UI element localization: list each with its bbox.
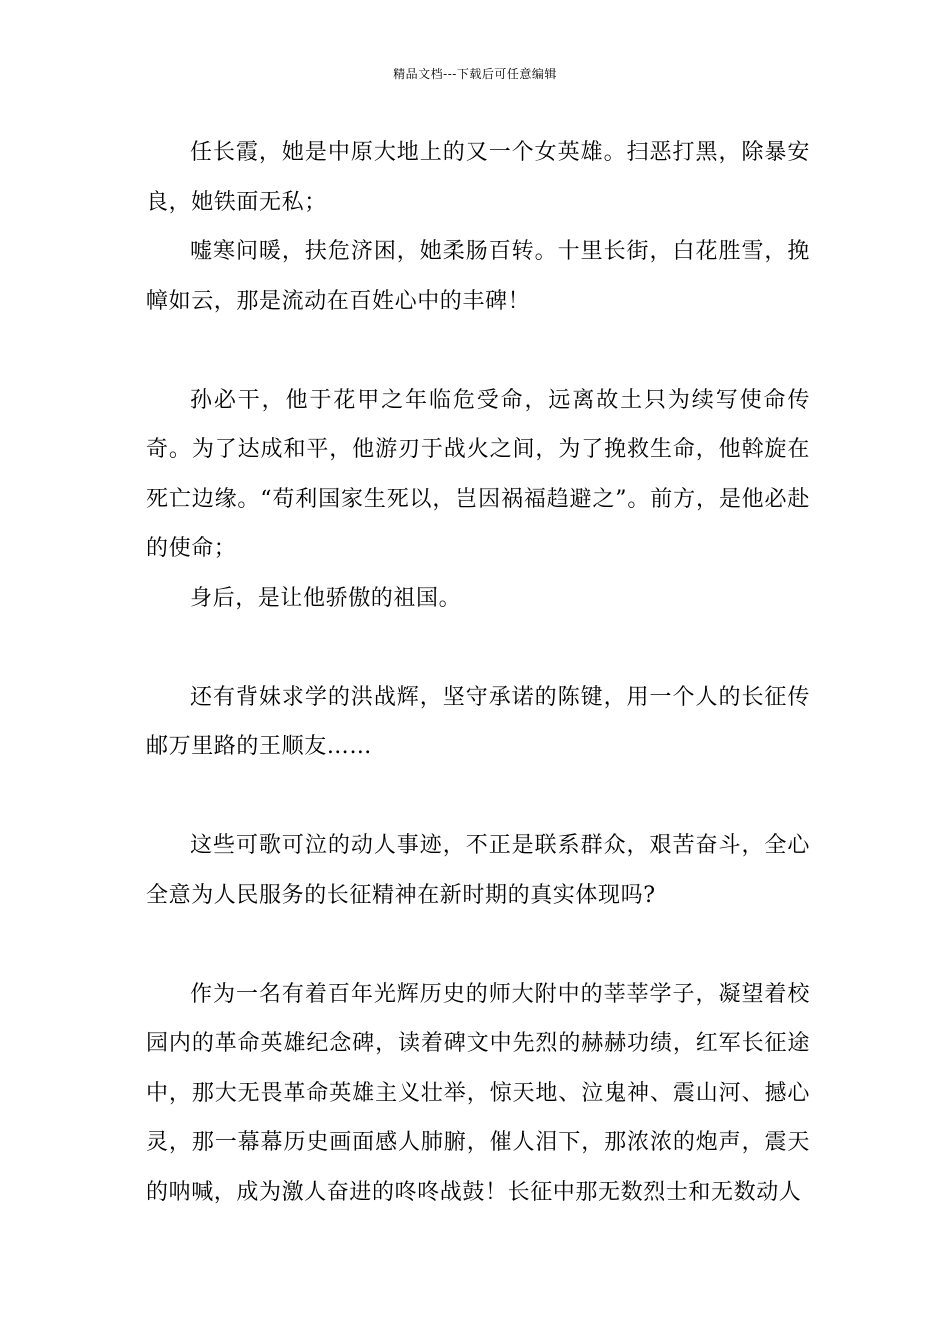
paragraph-sun-bigan-continued: 身后，是让他骄傲的祖国。 xyxy=(190,585,462,611)
paragraph-long-march-spirit: 这些可歌可泣的动人事迹，不正是联系群众，艰苦奋斗，全心全意为人民服务的长征精神在新时期的真实体现吗? xyxy=(146,833,810,908)
paragraph-gap xyxy=(146,772,810,822)
paragraph-ren-changxia: 任长霞，她是中原大地上的又一个女英雄。扫恶打黑，除暴安良，她铁面无私； xyxy=(146,140,810,215)
paragraph-gap xyxy=(146,920,810,970)
paragraph-sun-bigan: 孙必干，他于花甲之年临危受命，远离故土只为续写使命传奇。为了达成和平，他游刃于战火之间，为了挽救生命，他斡旋在死亡边缘。“苟利国家生死以，岂因祸福趋避之”。前方，是他必赴的使命； xyxy=(146,387,810,561)
paragraph-ren-changxia-continued: 嘘寒问暖，扶危济困，她柔肠百转。十里长街，白花胜雪，挽幛如云，那是流动在百姓心中的丰碑！ xyxy=(146,239,810,314)
paragraph-student-reflection: 作为一名有着百年光辉历史的师大附中的莘莘学子，凝望着校园内的革命英雄纪念碑，读着碑文中先烈的赫赫功绩，红军长征途中，那大无畏革命英雄主义壮举，惊天地、泣鬼神、震山河、撼心灵，那一幕幕历史画面感人肺腑，催人泪下，那浓浓的炮声，震天的呐喊，成为激人奋进的咚咚战鼓！长征中那无数烈士和无数动人 xyxy=(146,981,810,1205)
paragraph-gap xyxy=(146,623,810,673)
document-body xyxy=(146,128,810,1217)
page-header: 精品文档---下载后可任意编辑 xyxy=(393,67,557,81)
paragraph-gap xyxy=(146,326,810,376)
paragraph-other-heroes: 还有背妹求学的洪战辉，坚守承诺的陈键，用一个人的长征传邮万里路的王顺友…… xyxy=(146,684,810,759)
